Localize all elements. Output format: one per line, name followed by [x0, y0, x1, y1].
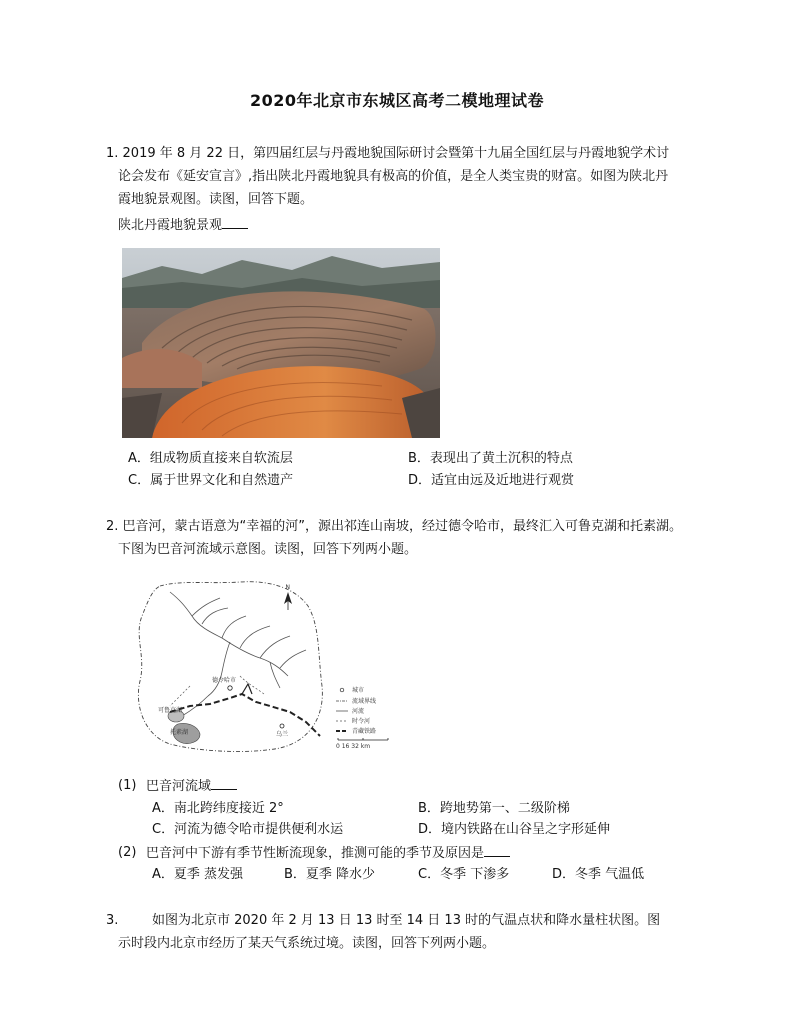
- q1-option-b[interactable]: B．表现出了黄土沉积的特点: [408, 451, 573, 466]
- q3-text-line1: 如图为北京市 2020 年 2 月 13 日 13 时至 14 日 13 时的气温点状和降水量柱状图。图: [152, 913, 661, 928]
- q2-sub1-stem-text: 巴音河流域: [146, 779, 212, 794]
- q2-sub1-stem: [146, 775, 237, 798]
- q1-text-line1: 1. 2019 年 8 月 22 日，第四届红层与丹霞地貌国际研讨会暨第十九届全国红层与丹霞地貌学术讨: [106, 146, 670, 161]
- q2-text-line2: 下图为巴音河流域示意图。读图，回答下列两小题。: [118, 542, 418, 557]
- map-city-label: 德令哈市: [212, 677, 237, 684]
- legend-item-railway: 青藏铁路: [352, 728, 377, 735]
- map-scale-bar: 0 16 32 km: [336, 743, 371, 750]
- danxia-landform-photo: [122, 248, 440, 438]
- answer-blank: [484, 842, 510, 857]
- q2-sub1-option-a[interactable]: A．南北跨纬度接近 2°: [152, 801, 284, 816]
- q2-sub2-stem: [146, 842, 510, 865]
- q1-text-line2: 论会发布《延安宣言》,指出陕北丹霞地貌具有极高的价值，是全人类宝贵的财富。如图为陕北丹: [118, 169, 669, 184]
- legend-item-city: 城市: [352, 687, 365, 694]
- map-legend: [336, 686, 388, 750]
- q1-stem: [118, 214, 248, 237]
- q1-stem-text: 陕北丹霞地貌景观: [118, 218, 223, 233]
- q3-text-line2: 示时段内北京市经历了某天气系统过境。读图，回答下列两小题。: [118, 936, 496, 951]
- q2-sub2-option-d[interactable]: D．冬季 气温低: [552, 867, 645, 882]
- map-lake2-label: 托素湖: [170, 729, 189, 736]
- map-lake1-label: 可鲁克湖: [158, 707, 183, 714]
- q1-option-c[interactable]: C．属于世界文化和自然遗产: [128, 473, 294, 488]
- legend-item-river: 河流: [352, 708, 365, 715]
- q2-sub1-option-c[interactable]: C．河流为德令哈市提供便利水运: [152, 822, 344, 837]
- river-basin-map-figure: [130, 576, 420, 756]
- legend-item-seasonal-river: 时令河: [352, 718, 371, 725]
- page-title: 2020年北京市东城区高考二模地理试卷: [249, 91, 545, 110]
- bayin-river-basin-map: [130, 576, 420, 756]
- q2-sub1-option-b[interactable]: B．跨地势第一、二级阶梯: [418, 801, 570, 816]
- q2-text-line1: 2. 巴音河，蒙古语意为“幸福的河”，源出祁连山南坡，经过德令哈市，最终汇入可鲁克湖和托素湖。: [106, 519, 683, 534]
- legend-item-boundary: 流域界线: [352, 698, 377, 705]
- answer-blank: [211, 775, 237, 790]
- north-label: N: [285, 584, 290, 591]
- map-place-label: 乌兰: [276, 731, 289, 738]
- north-arrow-icon: [284, 584, 292, 610]
- q2-sub2-option-b[interactable]: B．夏季 降水少: [284, 867, 376, 882]
- danxia-photo-illustration: [122, 248, 440, 438]
- q2-sub2-stem-text: 巴音河中下游有季节性断流现象，推测可能的季节及原因是: [146, 846, 485, 861]
- q2-sub2-option-c[interactable]: C．冬季 下渗多: [418, 867, 510, 882]
- q1-text-line3: 霞地貌景观图。读图，回答下题。: [118, 192, 314, 207]
- q2-sub2-option-a[interactable]: A．夏季 蒸发强: [152, 867, 244, 882]
- q1-option-a[interactable]: A．组成物质直接来自软流层: [128, 451, 293, 466]
- q1-option-d[interactable]: D．适宜由远及近地进行观赏: [408, 473, 575, 488]
- q2-sub1-num: (1): [118, 778, 137, 793]
- answer-blank: [222, 214, 248, 229]
- q3-num: 3.: [106, 913, 119, 928]
- q2-sub1-option-d[interactable]: D．境内铁路在山谷呈之字形延伸: [418, 822, 611, 837]
- q2-sub2-num: (2): [118, 845, 137, 860]
